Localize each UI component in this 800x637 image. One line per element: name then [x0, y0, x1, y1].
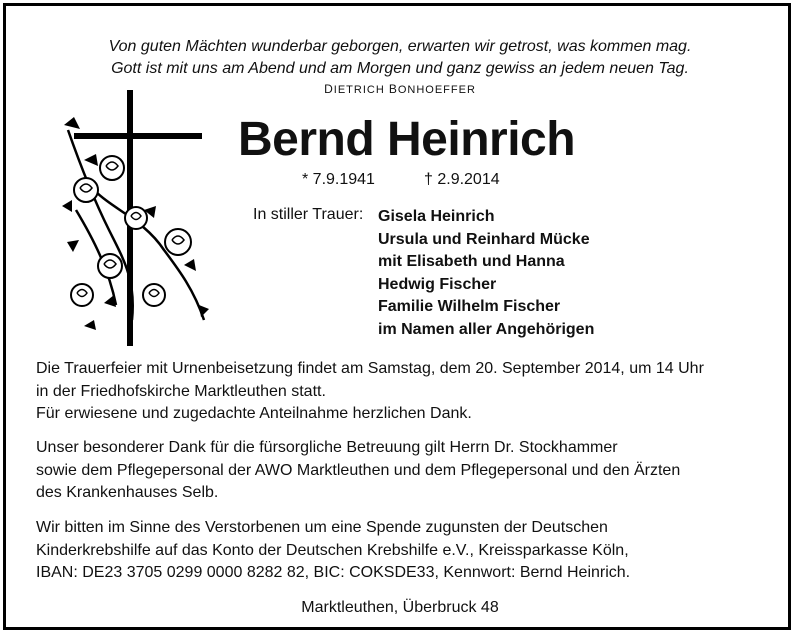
- author-initial: D: [324, 82, 334, 96]
- author-initial: B: [388, 82, 398, 96]
- cross-with-roses-icon: [54, 90, 214, 346]
- author-rest: ONHOEFFER: [397, 84, 476, 96]
- obituary-notice: [3, 3, 791, 630]
- funeral-paragraph: [36, 358, 786, 426]
- text-line: Die Trauerfeier mit Urnenbeisetzung findet am Samstag, dem 20. September 2014, um 14 Uhr: [36, 360, 704, 377]
- bonhoeffer-quote: [6, 36, 794, 80]
- list-item: mit Elisabeth und Hanna: [378, 253, 565, 270]
- text-line: Für erwiesene und zugedachte Anteilnahme herzlichen Dank.: [36, 405, 472, 422]
- author-rest: IETRICH: [333, 84, 385, 96]
- quote-line: Von guten Mächten wunderbar geborgen, erwarten wir getrost, was kommen mag.: [108, 38, 692, 55]
- text-line: sowie dem Pflegepersonal der AWO Marktleuthen und dem Pflegepersonal und den Ärzten: [36, 461, 681, 479]
- text-line: IBAN: DE23 3705 0299 0000 8282 82, BIC: COKSDE33, Kennwort: Bernd Heinrich.: [36, 564, 631, 581]
- list-item: Familie Wilhelm Fischer: [378, 298, 561, 315]
- birth-date: * 7.9.1941: [302, 171, 375, 188]
- list-item: Ursula und Reinhard Mücke: [378, 230, 590, 248]
- text-line: Unser besonderer Dank für die fürsorgliche Betreuung gilt Herrn Dr. Stockhammer: [36, 439, 618, 456]
- list-item: Hedwig Fischer: [378, 275, 497, 293]
- address: Marktleuthen, Überbruck 48: [301, 599, 499, 616]
- text-line: Wir bitten im Sinne des Verstorbenen um eine Spende zugunsten der Deutschen: [36, 519, 608, 536]
- death-date: † 2.9.2014: [424, 171, 500, 188]
- text-line: in der Friedhofskirche Marktleuthen statt.: [36, 382, 326, 400]
- list-item: Gisela Heinrich: [378, 208, 495, 225]
- deceased-name: Bernd Heinrich: [238, 113, 576, 166]
- text-line: des Krankenhauses Selb.: [36, 484, 219, 501]
- text-line: Kinderkrebshilfe auf das Konto der Deutschen Krebshilfe e.V., Kreissparkasse Köln,: [36, 541, 629, 559]
- thanks-paragraph: [36, 437, 786, 505]
- donation-paragraph: [36, 517, 786, 585]
- mourning-label: In stiller Trauer:: [253, 206, 364, 223]
- quote-line: Gott ist mit uns am Abend und am Morgen und ganz gewiss an jedem neuen Tag.: [111, 60, 689, 77]
- mourners-list: [378, 206, 594, 341]
- list-item: im Namen aller Angehörigen: [378, 320, 595, 338]
